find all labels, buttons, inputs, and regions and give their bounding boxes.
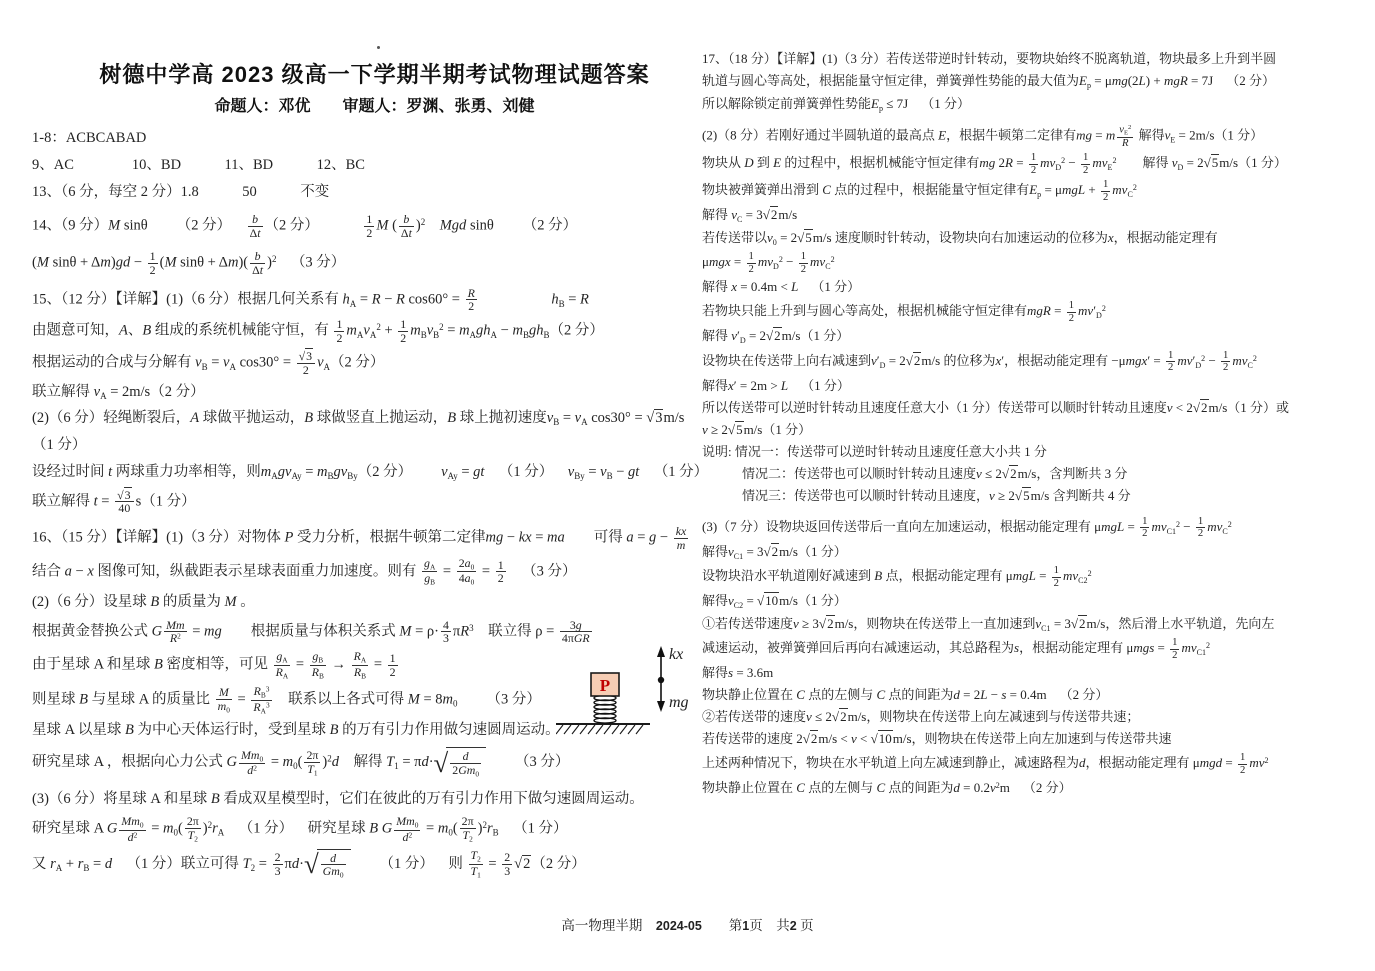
answers-1-8: 1-8：ACBCABAD bbox=[32, 130, 147, 146]
force-down-label: mg bbox=[669, 694, 689, 711]
answer-16-massratio: 则星球 B 与星球 A 的质量比 $\frac{M}{m_0}$ = $\frac{R_B^3}{R_A^3}$ 联系以上各式可得 $M = 8m_0$ （3 分） bbox=[32, 684, 541, 716]
ground-icon bbox=[556, 724, 650, 734]
page-subtitle: 命题人：邓优 审题人：罗渊、张勇、刘健 bbox=[214, 98, 535, 115]
answer-17-belt-cw: 若传送带以$v_0 = 2√5m/s$ 速度顺时针转动，设物块向右加速运动的位移为x，根据动能定理有 bbox=[702, 229, 1218, 247]
stray-mark bbox=[377, 46, 380, 49]
answer-17-d1: 物块静止位置在 C 点的左侧与 C 点的间距为d = 2L − s = 0.4m （2 分） bbox=[702, 687, 1109, 703]
answer-15-1: 15、（12 分）【详解】(1)（6 分）根据几何关系有 $h_A = R - R$ cos60° = $\frac{R}{2}$ $h_B = R$ bbox=[32, 285, 589, 314]
answer-15-power: 设经过时间 t 两球重力功率相等，则$m_Agv_{Ay} = m_Bgv_{By}(2$ 分） $v_{Ay}$ = gt （1 分） $v_{By} = v_B$ − gt （1 分） bbox=[32, 463, 709, 481]
right-column bbox=[702, 50, 1362, 801]
answer-16-double: 研究星球 A G $\frac{Mm_0}{d^2}$ = $m_0$( $\frac{2\pi}{T_2}$ )$^2r_A$ （1 分） 研究星球 B G $\frac{Mm_0}{d^2}$ = $m_0$( $\frac{2\pi}{T_2}$ )$^2r_B$ （1 分） bbox=[32, 814, 568, 844]
force-up-label: kx bbox=[669, 646, 684, 663]
answer-17-3: (3)（7 分）设物块返回传送带后一直向左加速运动，根据动能定理有 μmgL = $\frac{1}{2}$ $mv_{C1}^2$ − $\frac{1}{2}$ $mv_C^2$ bbox=[702, 515, 1232, 540]
answer-15-va: 联立解得 $v_A = 2m/s(2$ 分） bbox=[32, 383, 205, 401]
block-p-label: P bbox=[599, 676, 611, 695]
answer-16-intercept: 结合 a − x 图像可知，纵截距表示星球表面重力加速度。则有 $\frac{g_A}{g_B}$ = $\frac{2a_0}{4a_0}$ = $\frac{1}{2}$ （3 分） bbox=[32, 555, 577, 587]
answer-15-decompose: 根据运动的合成与分解有 $v_B = v_A$ cos30° = $\frac{√3}{2}$ $v_A(2$ 分） bbox=[32, 348, 385, 377]
answer-14-formula: (M sinθ + Δm)gd − $\frac{1}{2}$ (M sinθ + Δm)( $\frac{b}{\Delta t}$ )$^2$ （3 分） bbox=[32, 248, 346, 277]
answer-17-c: 物块被弹簧弹出滑到 C 点的过程中，根据能量守恒定律有$E_p = \mu mgL$ + $\frac{1}{2}$ $mv_C^2$ bbox=[702, 179, 1137, 203]
answer-17-vc2: 解得$v_{C2} = √10m/s(1$ 分） bbox=[702, 593, 847, 611]
answer-15-energy: 由题意可知，A、B 组成的系统机械能守恒，有 $\frac{1}{2}$ $m_Av_A^2$ + $\frac{1}{2}$ $m_Bv_B^2 = m_Agh_A - m_Bgh_B(2$ 分） bbox=[32, 317, 604, 346]
answer-17-case1b: 减速运动，被弹簧弹回后再向右减速运动，其总路程为s，根据动能定理有 μmgs = $\frac{1}{2}$ $mv_{C1}^2$ bbox=[702, 637, 1211, 661]
answer-14: 14、（9 分）M sinθ （2 分） $\frac{b}{\Delta t}$ （2 分） $\frac{1}{2}$ M ( $\frac{b}{\Delta t}$ )$^2$ Mgd sinθ （2 分） bbox=[32, 212, 578, 241]
answer-16-density: 由于星球 A 和星球 B 密度相等，可见 $\frac{g_A}{R_A}$ = $\frac{g_B}{R_B}$ → $\frac{R_A}{R_B}$ = $\frac{1}{2}$ bbox=[32, 649, 396, 681]
answer-16-orbit: 星球 A 以星球 B 为中心天体运行时，受到星球 B 的万有引力作用做匀速圆周运动。 bbox=[32, 722, 560, 739]
answer-17-case1: ①若传送带速度v ≥ 3√2m/s，则物块在传送带上一直加速到$v_{C1} = 3√2m/s$，然后滑上水平轨道，先向左 bbox=[702, 615, 1275, 633]
footer-line: 高一物理半期 2024-05 第1页 共2 页 bbox=[561, 918, 814, 933]
answer-17-conclusion1: 所以传送带可以逆时针转动且速度任意大小（1 分）传送带可以顺时针转动且速度v < 2√2m/s（1 分）或 bbox=[702, 399, 1290, 415]
answer-15-score: （1 分） bbox=[32, 437, 87, 454]
answer-16-t2: 又 $r_A + r_B = d$ （1 分）联立可得 $T_2$ = $\frac{2}{3}$ πd· √ d $Gm_0$ （1 分） 则 $\frac{T_2}{T_1}$ = $\frac{2}{3}$ √2（2 分） bbox=[32, 848, 586, 881]
answer-17-both: 上述两种情况下，物块在水平轨道上向左减速到静止，减速路程为d，根据动能定理有 μmgd = $\frac{1}{2}$ $mv^2$ bbox=[702, 752, 1269, 776]
answers-9-12: 9、AC 10、BD 11、BD 12、BC bbox=[32, 156, 365, 173]
answer-17-x: 解得 x = 0.4m < L （1 分） bbox=[702, 279, 861, 295]
force-arrows-icon bbox=[657, 646, 665, 712]
answer-17-circle: 若物块只能上升到与圆心等高处，根据机械能守恒定律有mgR = $\frac{1}{2}$ $mv'_D^2$ bbox=[702, 300, 1106, 324]
answer-17-ep-limit: 所以解除锁定前弹簧弹性势能$E_p \le 7J$ （1 分） bbox=[702, 95, 970, 113]
answer-16-golden: 根据黄金替换公式 G $\frac{Mm}{R^2}$ = mg 根据质量与体积关系式 M = ρ· $\frac{4}{3}$ $\pi R^3$ 联立得 ρ = 3g 4πGR bbox=[32, 617, 590, 646]
answer-15-2: (2)（6 分）轻绳断裂后，A 球做平抛运动，B 球做竖直上抛运动，B 球上抛初速度$v_B = v_A$ cos30° = √3m/s bbox=[32, 410, 685, 428]
spring-block-diagram bbox=[556, 641, 706, 745]
answer-17-s: 解得s = 3.6m bbox=[702, 665, 774, 681]
answer-17-d2: 物块静止位置在 C 点的左侧与 C 点的间距为$d = 0.2v^2m$ （2 分） bbox=[702, 780, 1072, 796]
answer-17-work: μmgx = $\frac{1}{2}$ $mv_D^2$ − $\frac{1}{2}$ $mv_C^2$ bbox=[702, 251, 835, 275]
left-column bbox=[32, 58, 709, 885]
answer-15-t: 联立解得 t = $\frac{√3}{40}$ s（1 分） bbox=[32, 487, 196, 516]
answer-17-case2: ②若传送带的速度v ≤ 2√2m/s，则物块在传送带上向左减速到与传送带共速； bbox=[702, 709, 1140, 725]
answer-16-t1: 研究星球 A ，根据向心力公式 G $\frac{Mm_0}{d^2}$ = $m_0$( $\frac{2\pi}{T_1}$ )$^2$d 解得 $T_1 = \pi d\cdot$ √ d $2Gm_0$ （3 分） bbox=[32, 747, 570, 779]
spring-block-figure bbox=[556, 641, 706, 745]
answer-17-note1: 说明: 情况一：传送带可以逆时针转动且速度任意大小共 1 分 bbox=[702, 443, 1047, 459]
answer-17-2: (2)（8 分）若刚好通过半圆轨道的最高点 E，根据牛顿第二定律有mg = m $\frac{v_E^2}{R}$ 解得$v_E = 2m/s(1$ 分） bbox=[702, 124, 1264, 149]
page-footer bbox=[0, 916, 1375, 936]
answer-16-1: 16、（15 分）【详解】(1)（3 分）对物体 P 受力分析，根据牛顿第二定律mg − kx = ma 可得 a = g − $\frac{kx}{m}$ bbox=[32, 524, 687, 553]
answer-16-3: (3)（6 分）将星球 A 和星球 B 看成双星模型时，它们在彼此的万有引力作用下做匀速圆周运动。 bbox=[32, 790, 644, 807]
answer-17-1: 17、（18 分）【详解】(1)（3 分）若传送带逆时针转动，要物块始终不脱离轨道，物块最多上升到半圆 bbox=[702, 51, 1277, 66]
answer-17-note3: 情况三：传送带也可以顺时针转动且速度，v ≥ 2√5m/s 含判断共 4 分 bbox=[742, 487, 1131, 503]
answer-17-de: 物块从 D 到 E 的过程中，根据机械能守恒定律有mg 2R = $\frac{1}{2}$ $mv_D^2$ − $\frac{1}{2}$ $mv_E^2$ 解得 $v_D = 2√5m/s(1$ 分） bbox=[702, 152, 1287, 176]
answer-17-vc: 解得 $v_C = 3√2m/s$ bbox=[702, 207, 798, 225]
answer-16-2: (2)（6 分）设星球 B 的质量为 M 。 bbox=[32, 593, 255, 610]
answer-17-vc1: 解得$v_{C1} = 3√2m/s(1$ 分） bbox=[702, 543, 847, 561]
answer-13: 13、（6 分，每空 2 分）1.8 50 不变 bbox=[32, 183, 330, 200]
answer-17-note2: 情况二：传送带也可以顺时针转动且速度v ≤ 2√2m/s，含判断共 3 分 bbox=[742, 465, 1128, 481]
answer-17-x2-setup: 设物块在传送带上向右减速到$v'_D = 2√2m/s$ 的位移为x′，根据动能定理有 −μmgx′ = $\frac{1}{2}$ $mv'_D^2$ − $\frac{1}{2}$ $mv_C^2$ bbox=[702, 349, 1257, 374]
answer-17-b-point: 设物块沿水平轨道刚好减速到 B 点，根据动能定理有 μmgL = $\frac{1}{2}$ $mv_{C2}^2$ bbox=[702, 565, 1092, 589]
answer-17-conclusion2: v ≥ 2√5m/s（1 分） bbox=[702, 421, 812, 437]
answer-17-case2b: 若传送带的速度 2√2m/s < v < √10m/s，则物块在传送带上向左加速到与传送带共速 bbox=[702, 731, 1172, 747]
answer-17-ep: 轨道与圆心等高处，根据能量守恒定律，弹簧弹性势能的最大值为$E_p = \mu mg(2L)$ + mgR = 7J （2 分） bbox=[702, 73, 1275, 90]
answer-17-x2: 解得x′ = 2m > L （1 分） bbox=[702, 377, 850, 393]
page-title: 树德中学高 2023 级高一下学期半期考试物理试题答案 bbox=[99, 62, 650, 87]
spring-icon bbox=[594, 695, 616, 723]
left-column-lines bbox=[32, 128, 709, 881]
answer-17-vd2: 解得 $v'_D = 2√2m/s(1$ 分） bbox=[702, 328, 850, 346]
